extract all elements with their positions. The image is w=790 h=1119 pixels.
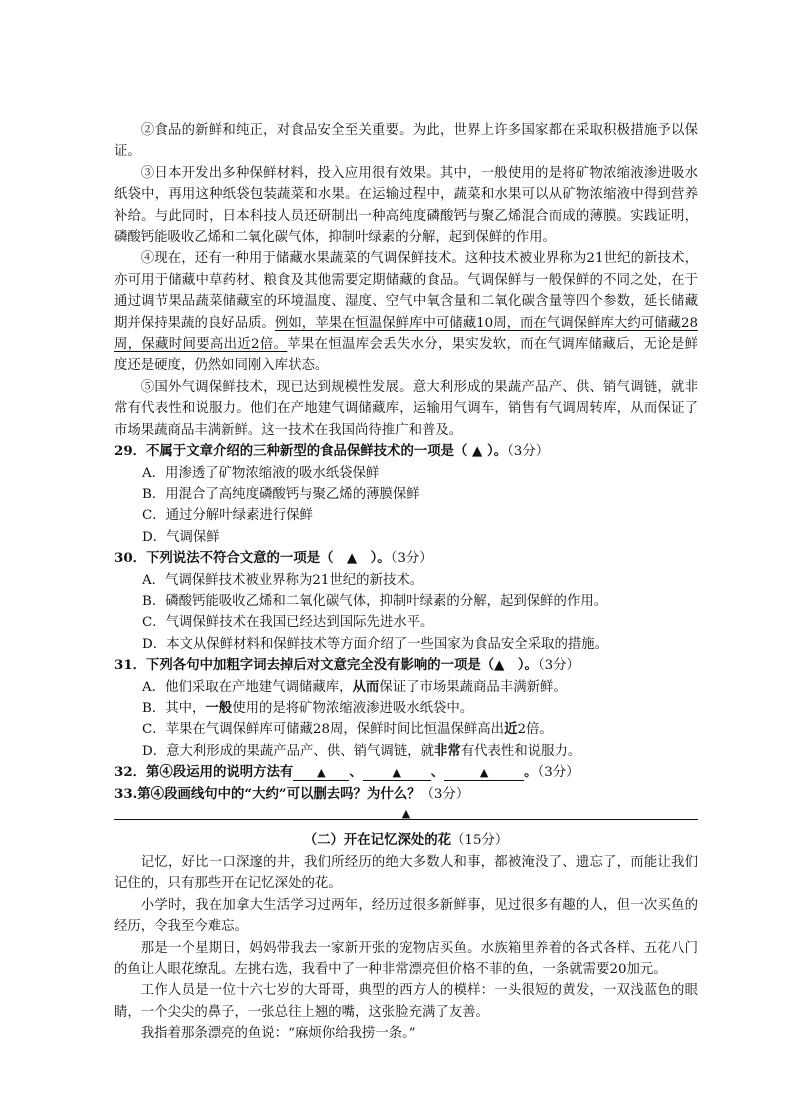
question-30-option-d: D．本文从保鲜材料和保鲜技术等方面介绍了一些国家为食品安全采取的措施。: [142, 636, 609, 652]
question-31-option-c: [114, 719, 698, 740]
option-text: 使用的是将矿物浓缩液渗进吸水纸袋中。: [232, 700, 474, 716]
paragraph-4-text-a: ④现在，还有一种用于储藏水果蔬菜的气调保鲜技术。这种技术被业界称为21世纪的新技术，亦可用于储藏中草药材、粮食及其他需要定期储藏的食品。气调保鲜与一般保鲜的不同之处，在于通过调节果品蔬菜储藏室的环境温度、湿度、空气中氧含量和二氧化碳含量等四个参数，延长储藏期并保持果蔬的良好品质。: [114, 251, 698, 331]
question-30-option-a: A．气调保鲜技术被业界称为21世纪的新技术。: [142, 572, 424, 588]
paragraph-4-text-b: 苹果在恒温库会丢失水分，果实发软，而在气调库储藏后，无论是鲜度还是硬度，仍然如同刚入库状态。: [114, 337, 698, 374]
question-30-option-c: C．气调保鲜技术在我国已经达到国际先进水平。: [142, 615, 434, 631]
option-text: A．他们采取在产地建气调储藏库，: [142, 679, 353, 695]
story-paragraph-1: 记忆，好比一口深邃的井，我们所经历的绝大多数人和事，都被淹没了、遗忘了，而能让我们记住的，只有那些开在记忆深处的花。: [114, 855, 698, 892]
bold-word: 非常: [433, 742, 461, 759]
question-29-stem: [114, 441, 698, 462]
question-32-text: 32．第④段运用的说明方法有: [114, 764, 294, 781]
option-text: B．其中，: [142, 700, 206, 716]
question-29-text: 29．不属于文章介绍的三种新型的食品保鲜技术的一项是（ ▲ ）。: [114, 443, 508, 460]
question-30-text: 30．下列说法不符合文意的一项是（ ▲ ）。: [114, 550, 391, 567]
section-title-text: （二）开在记忆深处的花: [303, 832, 452, 848]
question-29-option-b: B．用混合了高纯度磷酸钙与聚乙烯的薄膜保鲜: [142, 486, 420, 502]
article-paragraph-5: ⑤国外气调保鲜技术，现已达到规模性发展。意大利形成的果蔬产品产、供、销气调链，就非常有代表性和说服力。他们在产地建气调储藏库，运输用气调车，销售有气调周转库，从而保证了市场果蔬商品丰满新鲜。这一技术在我国尚待推广和普及。: [114, 379, 698, 438]
answer-blank-3[interactable]: ▲: [444, 766, 524, 781]
article-paragraph-2: ②食品的新鲜和纯正，对食品安全至关重要。为此，世界上许多国家都在采取积极措施予以保证。: [114, 123, 698, 160]
question-29-option-c: C．通过分解叶绿素进行保鲜: [142, 508, 313, 524]
question-33-stem: [114, 784, 698, 805]
option-text: 保证了市场果蔬商品丰满新鲜。: [379, 679, 567, 695]
separator: 、: [349, 764, 363, 781]
answer-blank-2[interactable]: ▲: [363, 766, 431, 781]
question-30-stem: [114, 548, 698, 569]
question-32-stem: [114, 762, 698, 783]
answer-marker: ▲: [401, 807, 411, 820]
answer-rule: [114, 819, 698, 820]
bold-word: 从而: [352, 678, 380, 695]
option-text: C．苹果在气调保鲜库可储藏28周，保鲜时间比恒温保鲜高出: [142, 722, 505, 738]
question-33-points: （3分）: [420, 786, 470, 802]
question-31-option-a: [114, 677, 698, 698]
story-paragraph-4: 工作人员是一位十六七岁的大哥哥，典型的西方人的模样：一头很短的黄发，一双浅蓝色的眼睛，一个尖尖的鼻子，一张总往上翘的嘴，这张脸充满了友善。: [114, 983, 698, 1020]
question-31-option-d: [114, 741, 698, 762]
underlined-sentence: 例如，苹果在恒温保鲜库中可储藏10周，而在气调保鲜库大约可储藏28周，保藏时间要高出近2倍。: [114, 315, 699, 353]
question-31-text: 31．下列各句中加粗字词去掉后对文意完全没有影响的一项是（▲ ）。: [114, 657, 538, 674]
option-text: 有代表性和说服力。: [460, 743, 582, 759]
question-31-stem: [114, 655, 698, 676]
question-31-option-b: [114, 698, 698, 719]
question-29-option-a: A．用渗透了矿物浓缩液的吸水纸袋保鲜: [142, 465, 380, 481]
question-29-points: （3分）: [507, 444, 550, 460]
period: 。: [524, 764, 538, 781]
article-paragraph-4: [114, 248, 698, 376]
option-text: 2倍。: [517, 722, 553, 738]
option-text: D．意大利形成的果蔬产品产、供、销气调链，就: [142, 743, 434, 759]
exam-page: [114, 120, 698, 1045]
answer-line[interactable]: [114, 805, 698, 829]
question-32-points: （3分）: [537, 765, 580, 781]
bold-word: 近: [504, 721, 518, 738]
question-30-points: （3分）: [390, 551, 433, 567]
separator: 、: [430, 764, 445, 781]
story-paragraph-2: 小学时，我在加拿大生活学习过两年，经历过很多新鲜事，见过很多有趣的人，但一次买鱼的经历，令我至今难忘。: [114, 897, 698, 935]
section-2-title: [114, 829, 698, 852]
article-paragraph-3: ③日本开发出多种保鲜材料，投入应用很有效果。其中，一般使用的是将矿物浓缩液渗进吸水纸袋中，再用这种纸袋包装蔬菜和水果。在运输过程中，蔬菜和水果可以从矿物浓缩液中得到营养补给。与此同时，日本科技人员还研制出一种高纯度磷酸钙与聚乙烯混合而成的薄膜。实践证明，磷酸钙能吸收乙烯和二氧化碳气体，抑制叶绿素的分解，起到保鲜的作用。: [114, 165, 698, 246]
story-paragraph-3: 那是一个星期日，妈妈带我去一家新开张的宠物店买鱼。水族箱里养着的各式各样、五花八门的鱼让人眼花缭乱。左挑右选，我看中了一种非常漂亮但价格不菲的鱼，一条就需要20加元。: [114, 940, 698, 978]
question-29-option-d: D．气调保鲜: [142, 529, 220, 545]
question-30-option-b: B．磷酸钙能吸收乙烯和二氧化碳气体，抑制叶绿素的分解，起到保鲜的作用。: [142, 593, 608, 609]
answer-blank-1[interactable]: ▲: [293, 766, 349, 781]
bold-word: 一般: [205, 699, 233, 716]
story-paragraph-5: 我指着那条漂亮的鱼说：“麻烦你给我捞一条。”: [140, 1026, 416, 1042]
section-points: （15分）: [451, 833, 509, 848]
question-33-text: 33.第④段画线句中的“大约”可以删去吗？为什么？: [114, 785, 421, 802]
question-31-points: （3分）: [537, 658, 580, 674]
